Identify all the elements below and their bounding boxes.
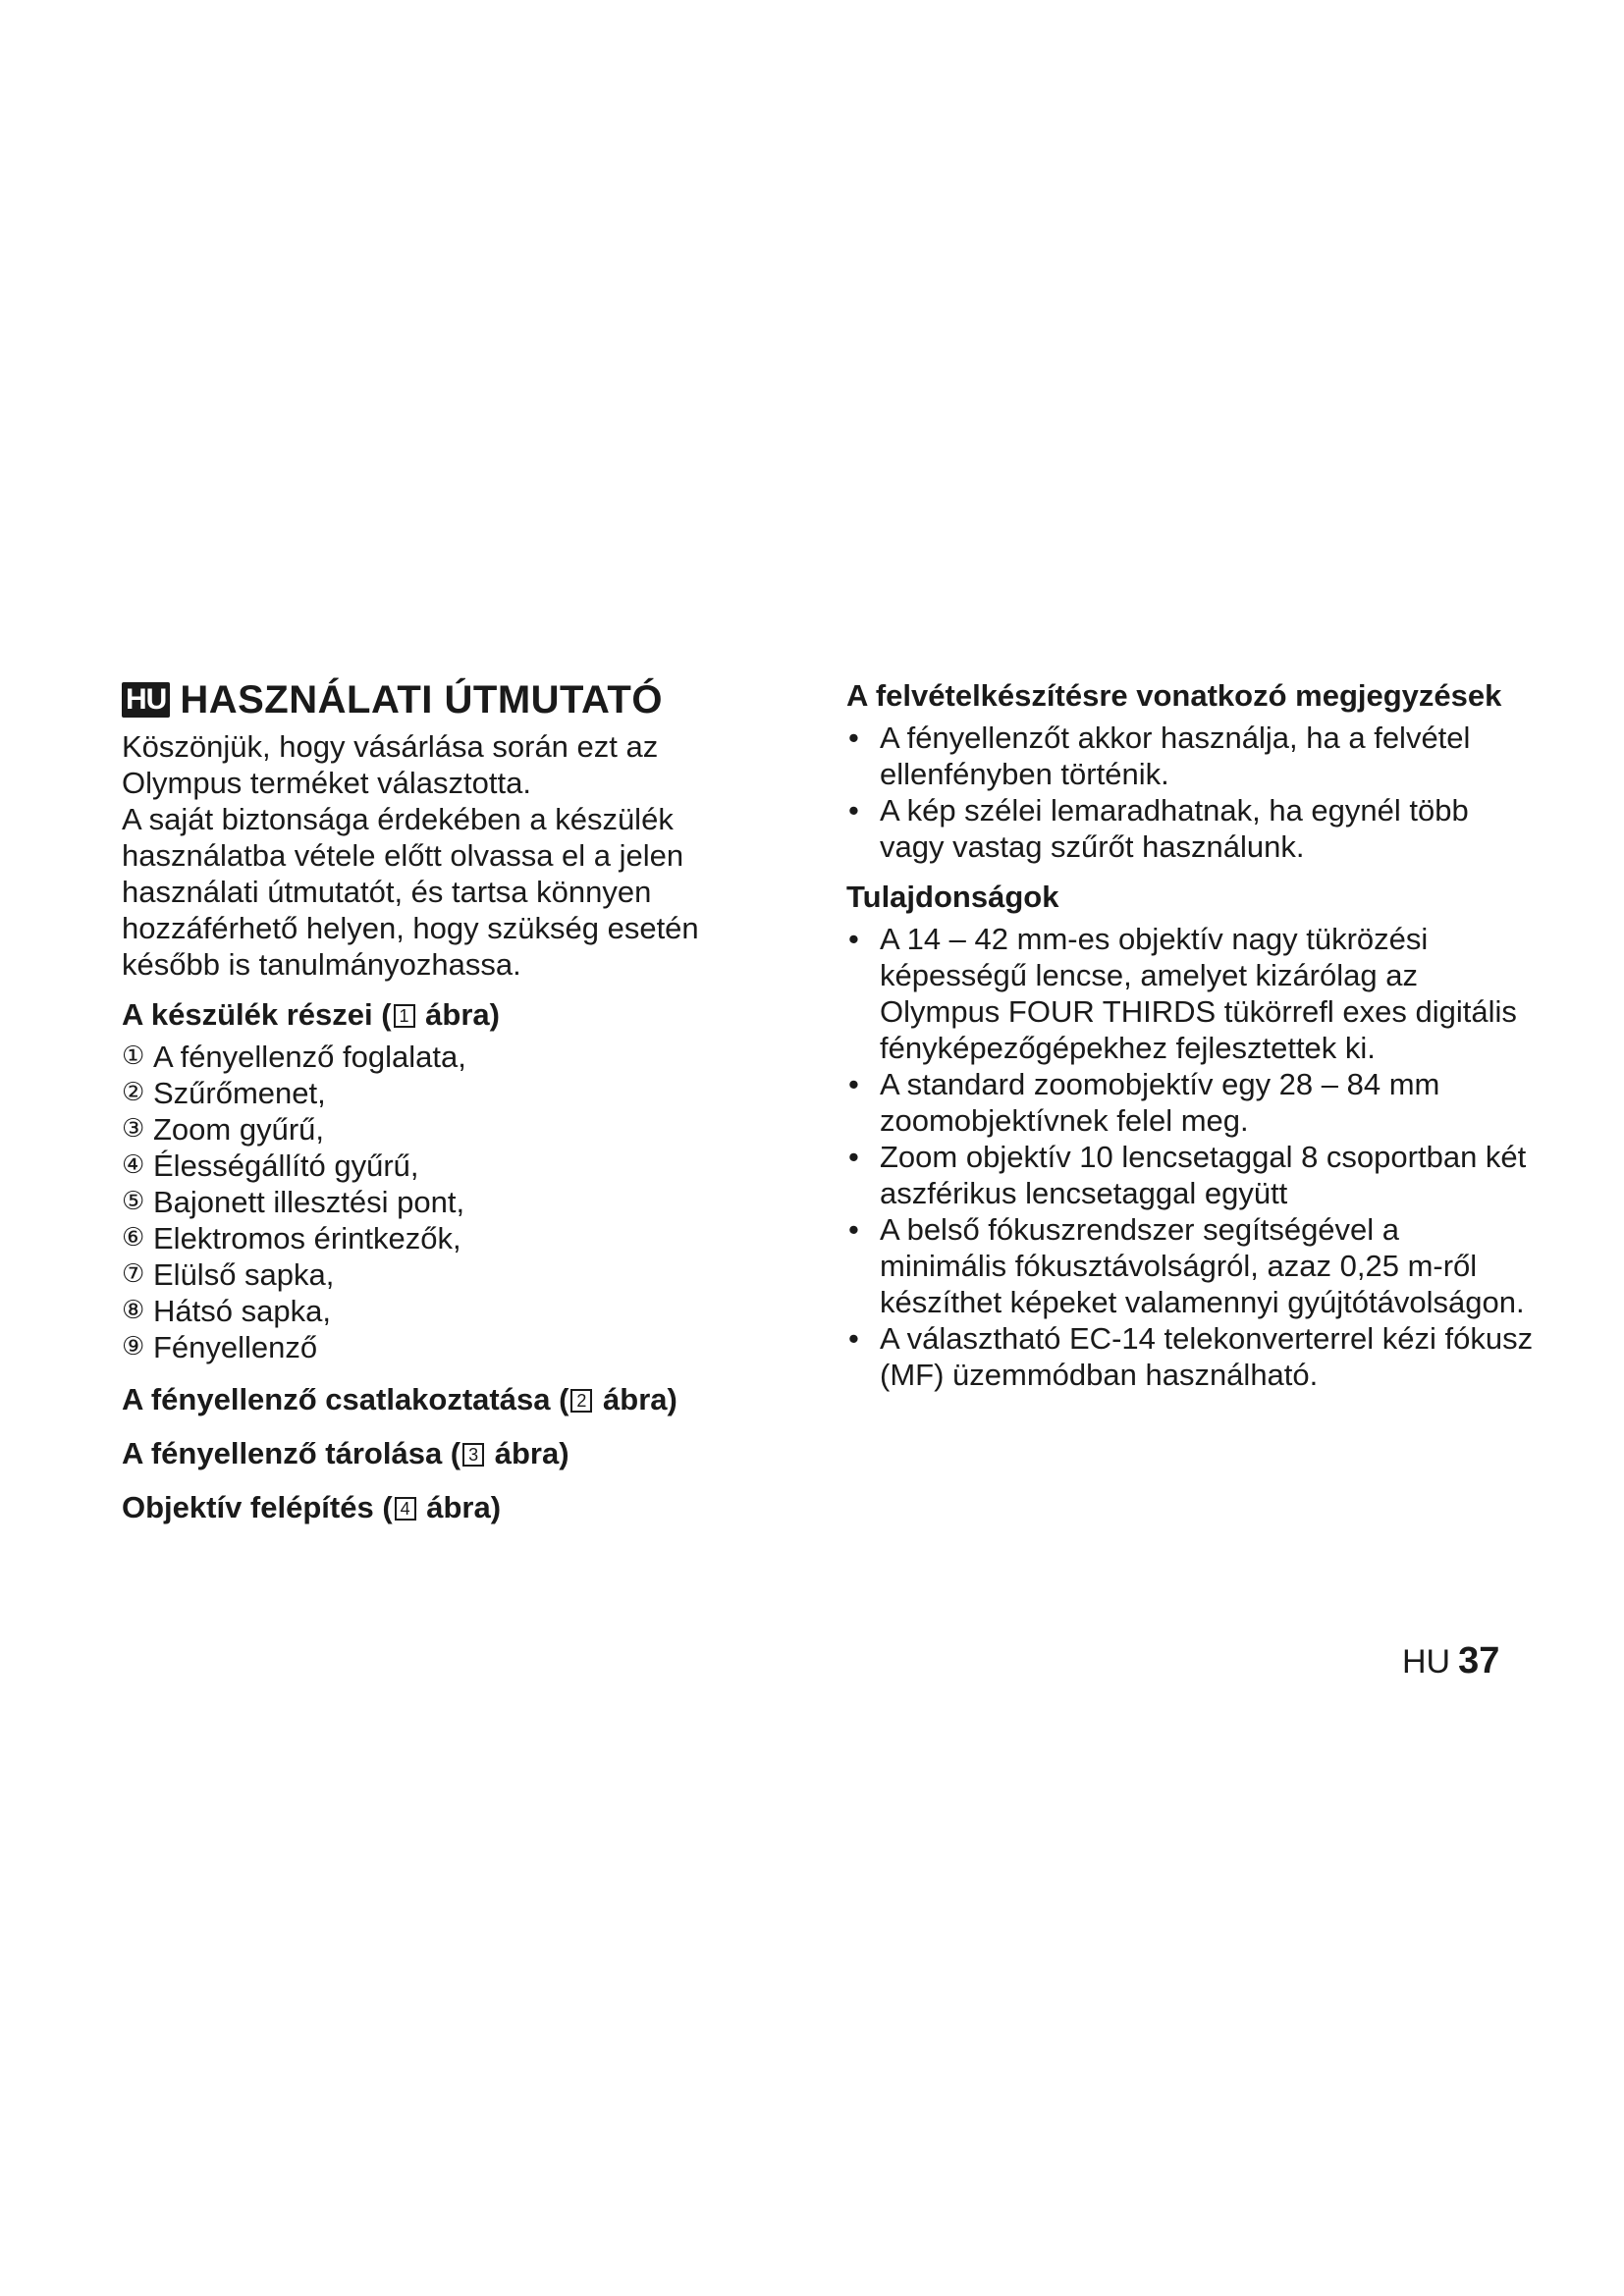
list-item: ③ Zoom gyűrű, (122, 1112, 325, 1147)
list-item: • A fényellenzőt akkor használja, ha a felvétel ellenfényben történik. (848, 721, 1471, 791)
figure-sections (122, 1381, 731, 1525)
list-item: • A 14 – 42 mm-es objektív nagy tükrözési képességű lencse, amelyet kizárólag az Olympus FOUR THIRDS tükörrefl exes digitális fényképezőgépekhez fejlesztettek ki. (848, 922, 1517, 1065)
bullet-icon: • (848, 721, 859, 755)
list-item: • A belső fókuszrendszer segítségével a minimális fókusztávolságról, azaz 0,25 m-ről készíthet képeket valamennyi gyújtótávolságon. (848, 1212, 1525, 1319)
list-item: ① A fényellenző foglalata, (122, 1040, 466, 1074)
list-item: ⑧ Hátsó sapka, (122, 1294, 331, 1328)
bullet-icon: • (848, 1067, 859, 1101)
section-heading-storage: A fényellenző tárolása ( 3 ábra) (122, 1436, 569, 1470)
page-number: 37 (1458, 1640, 1500, 1682)
list-item: ② Szűrőmenet, (122, 1076, 326, 1110)
page-footer (1402, 1641, 1499, 1682)
notes-list (846, 720, 1534, 865)
title-row (122, 677, 731, 722)
parts-list (122, 1039, 731, 1365)
list-item: ⑥ Elektromos érintkezők, (122, 1221, 461, 1255)
figure-ref-icon: 2 (570, 1389, 592, 1413)
page-title: HASZNÁLATI ÚTMUTATÓ (180, 678, 663, 721)
list-item: ④ Élességállító gyűrű, (122, 1148, 419, 1183)
list-item: ⑨ Fényellenző (122, 1330, 318, 1364)
list-item: • A standard zoomobjektív egy 28 – 84 mm zoomobjektívnek felel meg. (848, 1067, 1440, 1138)
parts-heading: A készülék részei ( 1 ábra) (122, 997, 500, 1032)
list-item: ⑦ Elülső sapka, (122, 1257, 335, 1292)
list-item: • Zoom objektív 10 lencsetaggal 8 csoportban két aszférikus lencsetaggal együtt (848, 1140, 1527, 1210)
section-heading-attach: A fényellenző csatlakoztatása ( 2 ábra) (122, 1382, 677, 1416)
list-item: • A választható EC-14 telekonverterrel kézi fókusz (MF) üzemmódban használható. (848, 1321, 1534, 1392)
figure-ref-icon: 3 (462, 1443, 484, 1467)
left-column (122, 677, 731, 1543)
intro-paragraph-1: Köszönjük, hogy vásárlása során ezt az Olympus terméket választotta. (122, 729, 659, 800)
features-list (846, 921, 1534, 1393)
language-badge: HU (122, 682, 170, 718)
bullet-icon: • (848, 793, 859, 828)
bullet-icon: • (848, 922, 859, 956)
features-heading: Tulajdonságok (846, 880, 1059, 914)
section-heading-construction: Objektív felépítés ( 4 ábra) (122, 1490, 502, 1524)
list-item: • A kép szélei lemaradhatnak, ha egynél több vagy vastag szűrőt használunk. (848, 793, 1469, 864)
figure-ref-icon: 1 (394, 1004, 415, 1028)
notes-heading: A felvételkészítésre vonatkozó megjegyzések (846, 678, 1502, 713)
intro-paragraph-2: A saját biztonsága érdekében a készülék használatba vétele előtt olvassa el a jelen használati útmutatót, és tartsa könnyen hozzáférhető helyen, hogy szükség esetén később is tanulmányozhassa. (122, 802, 699, 982)
figure-ref-icon: 4 (395, 1497, 416, 1521)
list-item: ⑤ Bajonett illesztési pont, (122, 1185, 465, 1219)
bullet-icon: • (848, 1321, 859, 1356)
bullet-icon: • (848, 1140, 859, 1174)
bullet-icon: • (848, 1212, 859, 1247)
footer-language: HU (1402, 1643, 1451, 1681)
right-column (846, 677, 1534, 1405)
